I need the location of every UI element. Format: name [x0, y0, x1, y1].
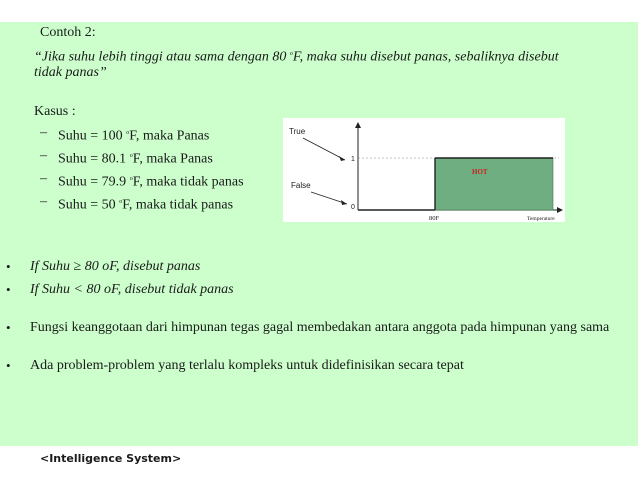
region-label: HOT: [472, 168, 488, 176]
case-result: F, maka tidak panas: [132, 174, 244, 190]
quote-text-unit: F, maka suhu disebut panas, sebaliknya disebut: [292, 49, 559, 65]
crisp-membership-figure: [283, 118, 565, 222]
dash-bullet: –: [40, 125, 47, 140]
note-item: Fungsi keanggotaan dari himpunan tegas gagal membedakan antara anggota pada himpunan yang sama: [30, 320, 610, 335]
hot-region: [435, 158, 553, 210]
bullet-dot: •: [6, 320, 11, 335]
rule-item: If Suhu ≥ 80 oF, disebut panas: [30, 259, 201, 274]
case-value: Suhu = 100: [58, 128, 123, 144]
degree-symbol: o: [119, 199, 123, 205]
case-value: Suhu = 79.9: [58, 174, 127, 190]
tick-zero: 0: [351, 204, 355, 211]
tick-one: 1: [351, 156, 355, 163]
x-axis-arrow: [557, 207, 563, 213]
quote-line-1: [34, 46, 559, 66]
case-result: F, maka tidak panas: [122, 197, 234, 213]
pointer-true: [303, 138, 345, 160]
cases-title: Kasus :: [34, 104, 76, 119]
case-value: Suhu = 50: [58, 197, 116, 213]
case-item: [58, 125, 209, 145]
membership-chart: [283, 118, 565, 222]
arrowhead-true: [339, 156, 345, 161]
case-value: Suhu = 80.1: [58, 151, 127, 167]
bullet-dot: •: [6, 358, 11, 373]
threshold-label: 80F: [429, 215, 440, 222]
rule-item: If Suhu < 80 oF, disebut tidak panas: [30, 282, 234, 297]
example-title: Contoh 2:: [40, 25, 96, 40]
bullet-dot: •: [6, 259, 11, 274]
slide-background: [0, 22, 638, 446]
dash-bullet: –: [40, 148, 47, 163]
quote-text: “Jika suhu lebih tinggi atau sama dengan 80: [34, 49, 287, 65]
dash-bullet: –: [40, 194, 47, 209]
case-item: [58, 148, 213, 168]
degree-symbol: o: [289, 51, 293, 57]
bullet-dot: •: [6, 282, 11, 297]
label-false: False: [291, 181, 311, 190]
dash-bullet: –: [40, 171, 47, 186]
degree-symbol: o: [129, 176, 133, 182]
degree-symbol: o: [129, 153, 133, 159]
arrowhead-false: [341, 200, 347, 205]
case-item: [58, 194, 233, 214]
axis-label: Temperature: [527, 216, 555, 222]
quote-line-2: tidak panas”: [34, 65, 107, 80]
note-item: Ada problem-problem yang terlalu kompleks untuk didefinisikan secara tepat: [30, 358, 464, 373]
degree-symbol: o: [126, 130, 130, 136]
label-true: True: [289, 127, 306, 136]
footer-label: <Intelligence System>: [40, 452, 182, 465]
case-item: [58, 171, 244, 191]
y-axis-arrow: [355, 122, 361, 128]
case-result: F, maka Panas: [132, 151, 213, 167]
case-result: F, maka Panas: [129, 128, 210, 144]
